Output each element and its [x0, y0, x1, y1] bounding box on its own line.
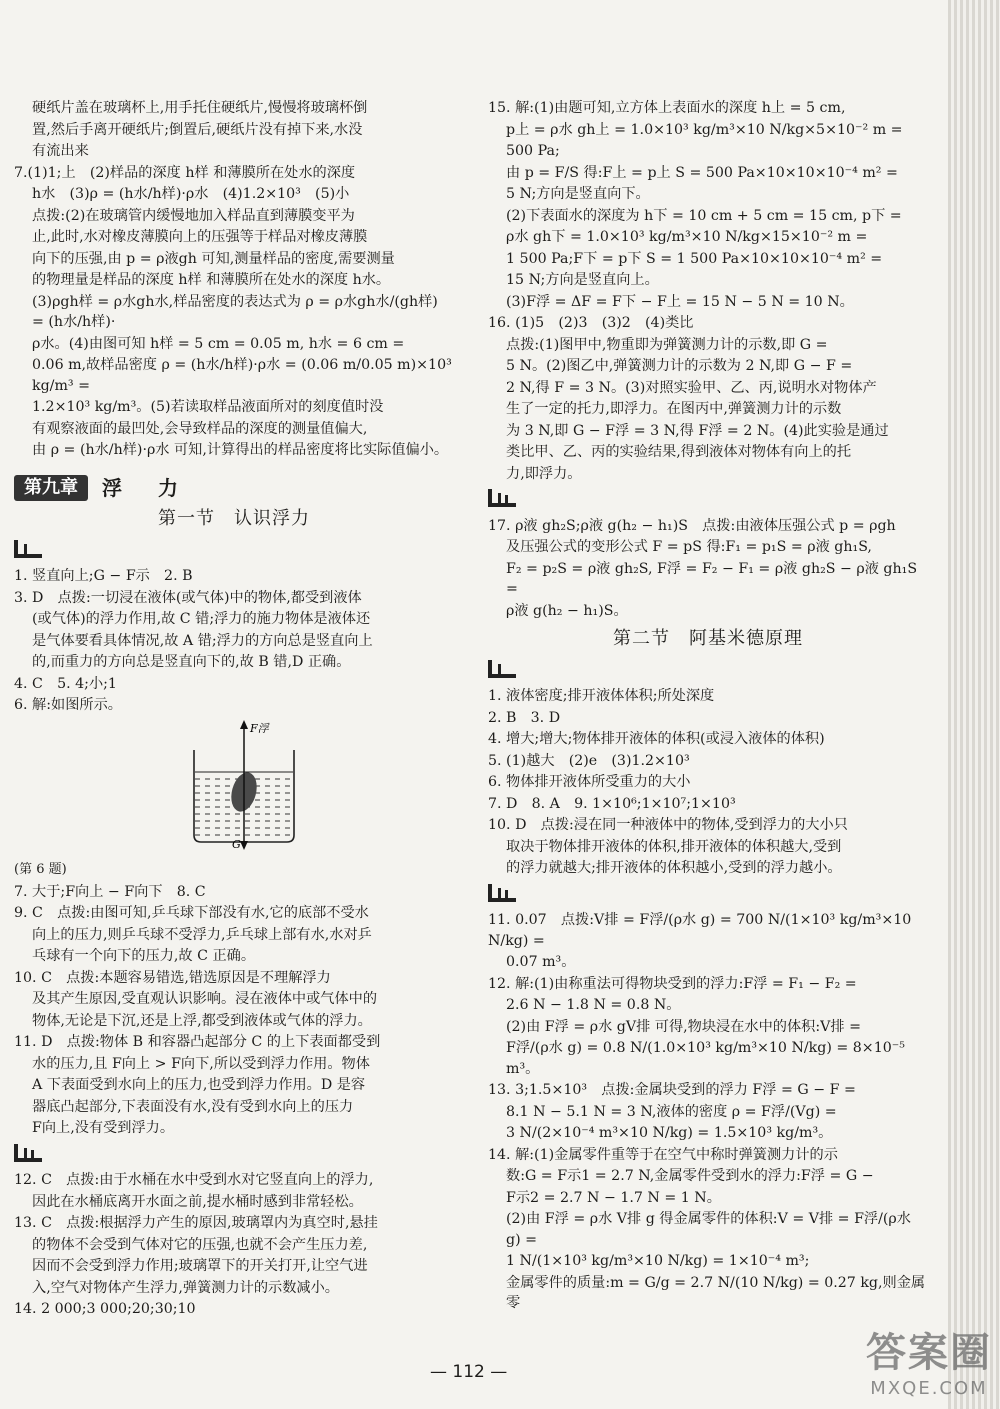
text-line: 水的压力,且 F向上 > F向下,所以受到浮力作用。物体 — [32, 1055, 370, 1072]
text-line: 有流出来 — [32, 143, 89, 159]
text-line: 数:G = F示1 = 2.7 N,金属零件受到水的浮力:F浮 = G − — [506, 1168, 874, 1184]
answer-17: 17. ρ液 gh₂S;ρ液 g(h₂ − h₁)S 点拨:由液体压强公式 p = ρgh — [488, 517, 896, 534]
answer-line: 13. 3;1.5×10³ 点拨:金属块受到的浮力 F浮 = G − F = — [488, 1082, 856, 1098]
level-1-icon — [488, 660, 516, 678]
text-line: 止,此时,水对橡皮薄膜向上的压强等于样品对橡皮薄膜 — [32, 229, 368, 245]
text-line: 因此在水桶底离开水面之前,提水桶时感到非常轻松。 — [32, 1193, 363, 1210]
text-line: 及压强公式的变形公式 F = pS 得:F₁ = p₁S = ρ液 gh₁S, — [506, 539, 872, 555]
text-line: 15 N;方向是竖直向上。 — [506, 272, 659, 288]
level-3-icon — [488, 489, 516, 507]
answer-line: 4. C 5. 4;小;1 — [14, 675, 117, 692]
answer-line: 4. 增大;增大;物体排开液体的体积(或浸入液体的体积) — [488, 731, 825, 747]
text-line: 3 N/(2×10⁻⁴ m³×10 N/kg) = 1.5×10³ kg/m³。 — [506, 1125, 833, 1141]
text-line: h水 (3)ρ = (h水/h样)·ρ水 (4)1.2×10³ (5)小 — [32, 186, 350, 202]
answer-line: 7. D 8. A 9. 1×10⁶;1×10⁷;1×10³ — [488, 795, 736, 812]
level-1-icon — [14, 540, 42, 558]
text-line: 的物体不会受到气体对它的压强,也就不会产生压力差, — [32, 1236, 368, 1253]
beaker-diagram — [184, 720, 304, 850]
text-line: 1 500 Pa;F下 = p下 S = 1 500 Pa×10×10×10⁻⁴ m² = — [506, 250, 883, 267]
answer-line: 5. (1)越大 (2)e (3)1.2×10³ — [488, 752, 690, 769]
text-line: A 下表面受到水向上的压力,也受到浮力作用。D 是容 — [32, 1077, 366, 1093]
text-line: 入,空气对物体产生浮力,弹簧测力计的示数减小。 — [32, 1279, 339, 1296]
left-column — [14, 98, 454, 1321]
text-line: ρ水。(4)由图可知 h样 = 5 cm = 0.05 m, h水 = 6 cm = — [32, 335, 405, 352]
tip-line: 点拨:(1)图甲中,物重即为弹簧测力计的示数,即 G = — [506, 336, 828, 353]
text-line: F向上,没有受到浮力。 — [32, 1120, 175, 1136]
text-line: 物体,无论是下沉,还是上浮,都受到液体或气体的浮力。 — [32, 1012, 372, 1029]
level-2-icon — [488, 884, 516, 902]
text-line: F示2 = 2.7 N − 1.7 N = 1 N。 — [506, 1189, 721, 1206]
answer-7: 7.(1)1;上 (2)样品的深度 h样 和薄膜所在处水的深度 — [14, 164, 356, 181]
text-line: 0.06 m,故样品密度 ρ = (h水/h样)·ρ水 = (0.06 m/0.05 m)×10³ kg/m³ = — [32, 357, 452, 394]
chapter-badge: 第九章 — [14, 475, 88, 502]
watermark-logo-main: 答案圈 — [866, 1330, 992, 1376]
answer-line: 1. 液体密度;排开液体体积;所处深度 — [488, 688, 715, 704]
text-line: p上 = ρ水 gh上 = 1.0×10³ kg/m³×10 N/kg×5×10⁻² m = — [506, 121, 903, 138]
text-line: 生了一定的托力,即浮力。在图丙中,弹簧测力计的示数 — [506, 401, 842, 417]
text-line: 及其产生原因,受直观认识影响。浸在液体中或气体中的 — [32, 991, 378, 1007]
text-line: 的,而重力的方向总是竖直向下的,故 B 错,D 正确。 — [32, 654, 351, 670]
section-title: 第一节 认识浮力 — [158, 508, 310, 529]
answer-line: 2. B 3. D — [488, 709, 561, 726]
answer-line: 1. 竖直向上;G − F示 2. B — [14, 568, 193, 584]
tip-line: 点拨:(2)在玻璃管内缓慢地加入样品直到薄膜变平为 — [32, 207, 355, 224]
text-line: 5 N;方向是竖直向下。 — [506, 186, 650, 202]
answer-line: 6. 物体排开液体所受重力的大小 — [488, 774, 691, 790]
answer-line: 7. 大于;F向上 − F向下 8. C — [14, 883, 206, 900]
text-line: 2 N,得 F = 3 N。(3)对照实验甲、乙、丙,说明水对物体产 — [506, 379, 877, 396]
text-line: (或气体)的浮力作用,故 C 错;浮力的施力物体是液体还 — [32, 611, 371, 627]
right-column — [488, 98, 928, 1315]
answer-15: 15. 解:(1)由题可知,立方体上表面水的深度 h上 = 5 cm, — [488, 100, 846, 116]
answer-16: 16. (1)5 (2)3 (3)2 (4)类比 — [488, 315, 694, 331]
answer-line: 6. 解:如图所示。 — [14, 697, 122, 713]
text-line: 向上的压力,则乒乓球不受浮力,乒乓球上部有水,水对乒 — [32, 926, 372, 943]
text-line: 的浮力就越大;排开液体的体积越小,受到的浮力越小。 — [506, 860, 842, 876]
answer-line: 11. 0.07 点拨:V排 = F浮/(ρ水 g) = 700 N/(1×10³ kg/m³×10 N/kg) = — [488, 912, 912, 949]
text-line: 置,然后手离开硬纸片;倒置后,硬纸片没有掉下来,水没 — [32, 121, 363, 138]
answer-line: 14. 2 000;3 000;20;30;10 — [14, 1301, 196, 1317]
text-line: F浮/(ρ水 g) = 0.8 N/(1.0×10³ kg/m³×10 N/kg) = 8×10⁻⁵ m³。 — [506, 1040, 905, 1077]
text-line: 1 N/(1×10³ kg/m³×10 N/kg) = 1×10⁻⁴ m³; — [506, 1253, 810, 1269]
figure-caption: (第 6 题) — [14, 862, 67, 877]
text-line: 力,即浮力。 — [506, 465, 582, 482]
text-line: (3)ρgh样 = ρ水gh水,样品密度的表达式为 ρ = ρ水gh水/(gh样) = (h水/h样)· — [32, 293, 438, 330]
chapter-title: 浮 力 — [102, 475, 186, 500]
text-line: 器底凸起部分,下表面没有水,没有受到水向上的压力 — [32, 1098, 354, 1115]
text-line: 由 ρ = (h水/h样)·ρ水 可知,计算得出的样品密度将比实际值偏小。 — [32, 442, 449, 458]
buoyancy-figure — [184, 720, 454, 857]
answer-line: 10. C 点拨:本题容易错选,错选原因是不理解浮力 — [14, 969, 331, 986]
text-line: 由 p = F/S 得:F上 = p上 S = 500 Pa×10×10×10⁻⁴ m² = — [506, 164, 898, 181]
answer-line: 10. D 点拨:浸在同一种液体中的物体,受到浮力的大小只 — [488, 817, 848, 833]
text-line: 向下的压强,由 p = ρ液gh 可知,测量样品的密度,需要测量 — [32, 250, 395, 267]
text-line: 5 N。(2)图乙中,弹簧测力计的示数为 2 N,即 G − F = — [506, 358, 853, 374]
level-2-icon — [14, 1144, 42, 1162]
text-line: 是气体要看具体情况,故 A 错;浮力的方向总是竖直向上 — [32, 632, 373, 649]
gravity-label: G — [232, 837, 241, 850]
text-line: (2)由 F浮 = ρ水 V排 g 得金属零件的体积:V = V排 = F浮/(ρ水 g) = — [506, 1211, 911, 1248]
page-number: — 112 — — [430, 1362, 508, 1382]
answer-line: 14. 解:(1)金属零件重等于在空气中称时弹簧测力计的示 — [488, 1146, 838, 1163]
text-line: 有观察液面的最凹处,会导致样品的深度的测量值偏大, — [32, 420, 368, 437]
text-line: 0.07 m³。 — [506, 954, 576, 970]
text-line: 2.6 N − 1.8 N = 0.8 N。 — [506, 997, 681, 1013]
text-line: 乓球有一个向下的压力,故 C 正确。 — [32, 948, 256, 964]
text-line: 因而不会受到浮力作用;玻璃罩下的开关打开,让空气进 — [32, 1258, 368, 1274]
buoyant-force-label: F浮 — [250, 721, 269, 735]
answer-line: 12. C 点拨:由于水桶在水中受到水对它竖直向上的浮力, — [14, 1172, 374, 1188]
answer-line: 13. C 点拨:根据浮力产生的原因,玻璃罩内为真空时,悬挂 — [14, 1215, 378, 1231]
section-title: 第二节 阿基米德原理 — [613, 628, 803, 649]
watermark-logo-url: MXQE.COM — [870, 1378, 988, 1399]
text-line: 1.2×10³ kg/m³。(5)若读取样品液面所对的刻度值时没 — [32, 399, 384, 415]
text-line: F₂ = p₂S = ρ液 gh₂S, F浮 = F₂ − F₁ = ρ液 gh₂S − ρ液 gh₁S = — [506, 560, 918, 597]
text-line: 为 3 N,即 G − F浮 = 3 N,得 F浮 = 2 N。(4)此实验是通过 — [506, 422, 889, 439]
answer-line: 3. D 点拨:一切浸在液体(或气体)中的物体,都受到液体 — [14, 589, 362, 606]
text-line: (3)F浮 = ΔF = F下 − F上 = 15 N − 5 N = 10 N。 — [506, 293, 854, 310]
text-line: 取决于物体排开液体的体积,排开液体的体积越大,受到 — [506, 838, 842, 855]
text-line: (2)下表面水的深度为 h下 = 10 cm + 5 cm = 15 cm, p下 = — [506, 207, 902, 224]
page-stack-edge — [948, 0, 1000, 1409]
text-line: 类比甲、乙、丙的实验结果,得到液体对物体有向上的托 — [506, 444, 852, 460]
answer-line: 12. 解:(1)由称重法可得物块受到的浮力:F浮 = F₁ − F₂ = — [488, 975, 857, 992]
watermark-logo — [866, 1321, 992, 1399]
text-line: (2)由 F浮 = ρ水 gV排 可得,物块浸在水中的体积:V排 = — [506, 1018, 861, 1035]
text-line: 500 Pa; — [506, 143, 560, 159]
text-line: 8.1 N − 5.1 N = 3 N,液体的密度 ρ = F浮/(Vg) = — [506, 1103, 837, 1120]
text-line: ρ水 gh下 = 1.0×10³ kg/m³×10 N/kg×15×10⁻² m = — [506, 229, 868, 245]
text-line: 的物理量是样品的深度 h样 和薄膜所在处水的深度 h水。 — [32, 272, 391, 288]
answer-line: 9. C 点拨:由图可知,乒乓球下部没有水,它的底部不受水 — [14, 905, 369, 921]
answer-line: 11. D 点拨:物体 B 和容器凸起部分 C 的上下表面都受到 — [14, 1034, 381, 1050]
text-line: ρ液 g(h₂ − h₁)S。 — [506, 602, 628, 619]
text-line: 硬纸片盖在玻璃杯上,用手托住硬纸片,慢慢将玻璃杯倒 — [32, 100, 368, 116]
text-line: 金属零件的质量:m = G/g = 2.7 N/(10 N/kg) = 0.27 kg,则金属零 — [506, 1274, 926, 1311]
chapter-heading — [14, 475, 454, 502]
